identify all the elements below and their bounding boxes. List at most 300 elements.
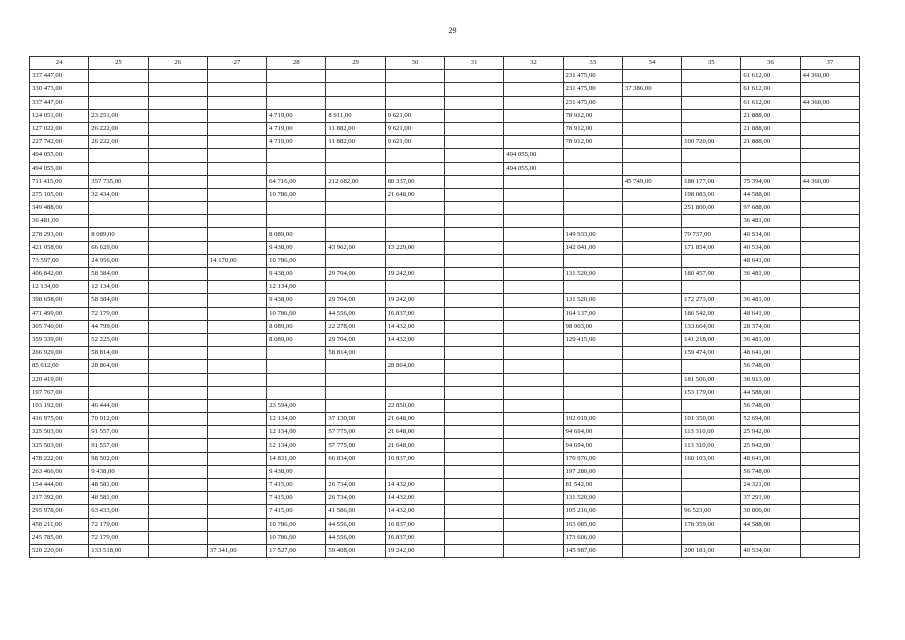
table-cell: 44 556,00 (326, 518, 385, 531)
table-cell: 14 170,00 (207, 254, 266, 267)
table-cell: 8 089,00 (267, 320, 326, 333)
table-cell: 11 882,00 (326, 122, 385, 135)
table-cell (267, 360, 326, 373)
table-cell (444, 215, 503, 228)
table-cell (148, 83, 207, 96)
table-cell: 494 055,00 (504, 149, 563, 162)
table-cell (148, 307, 207, 320)
table-cell (800, 149, 859, 162)
table-cell (207, 452, 266, 465)
table-cell (504, 188, 563, 201)
table-cell: 58 814,00 (326, 347, 385, 360)
table-row (30, 149, 860, 162)
table-cell (444, 373, 503, 386)
table-cell (207, 268, 266, 281)
table-cell (148, 202, 207, 215)
table-cell (563, 162, 622, 175)
table-cell (563, 202, 622, 215)
table-cell (622, 320, 681, 333)
column-header: 33 (563, 57, 622, 70)
table-cell: 494 055,00 (504, 162, 563, 175)
table-cell (385, 83, 444, 96)
table-cell: 36 481,00 (30, 215, 89, 228)
table-cell (504, 544, 563, 557)
table-cell (207, 307, 266, 320)
table-cell (89, 215, 148, 228)
table-row (30, 202, 860, 215)
table-cell: 129 415,00 (563, 333, 622, 346)
table-cell (148, 347, 207, 360)
table-cell (504, 465, 563, 478)
table-cell (207, 136, 266, 149)
table-cell: 142 041,00 (563, 241, 622, 254)
table-cell (682, 215, 741, 228)
table-cell (385, 465, 444, 478)
table-cell (444, 281, 503, 294)
table-cell: 170 976,00 (563, 452, 622, 465)
table-cell (207, 228, 266, 241)
table-cell: 153 179,00 (682, 386, 741, 399)
table-cell: 197 767,00 (30, 386, 89, 399)
table-cell (622, 70, 681, 83)
table-cell: 14 831,00 (267, 452, 326, 465)
column-header: 27 (207, 57, 266, 70)
table-cell: 28 374,00 (741, 320, 800, 333)
column-header: 24 (30, 57, 89, 70)
table-cell: 64 716,00 (267, 175, 326, 188)
table-cell (682, 254, 741, 267)
table-cell: 56 748,00 (741, 360, 800, 373)
table-cell (444, 518, 503, 531)
table-cell (207, 413, 266, 426)
table-cell (563, 373, 622, 386)
table-cell (682, 149, 741, 162)
table-cell: 56 748,00 (741, 465, 800, 478)
table-cell (444, 426, 503, 439)
table-cell (563, 386, 622, 399)
table-cell (444, 83, 503, 96)
table-cell (326, 399, 385, 412)
table-cell (622, 202, 681, 215)
table-cell: 188 177,00 (682, 175, 741, 188)
table-cell (326, 188, 385, 201)
table-cell (504, 294, 563, 307)
table-cell (148, 333, 207, 346)
table-row (30, 544, 860, 557)
table-row (30, 70, 860, 83)
table-cell: 23 594,00 (267, 399, 326, 412)
table-cell: 45 749,00 (622, 175, 681, 188)
table-cell: 14 432,00 (385, 492, 444, 505)
table-cell (207, 333, 266, 346)
table-cell (385, 149, 444, 162)
table-cell: 23 251,00 (89, 109, 148, 122)
table-cell (504, 122, 563, 135)
table-cell (504, 531, 563, 544)
table-cell (741, 162, 800, 175)
table-cell: 91 557,00 (89, 426, 148, 439)
table-cell (504, 83, 563, 96)
table-cell: 172 273,00 (682, 294, 741, 307)
table-cell: 4 719,00 (267, 136, 326, 149)
table-row (30, 136, 860, 149)
table-cell: 46 444,00 (89, 399, 148, 412)
table-cell (148, 426, 207, 439)
table-cell: 25 942,00 (741, 439, 800, 452)
table-cell (267, 215, 326, 228)
table-cell (385, 254, 444, 267)
table-cell: 36 481,00 (741, 268, 800, 281)
table-cell (89, 96, 148, 109)
table-cell: 305 740,00 (30, 320, 89, 333)
table-cell (800, 294, 859, 307)
table-cell: 66 629,00 (89, 241, 148, 254)
table-cell: 70 912,00 (89, 413, 148, 426)
table-cell: 8 911,00 (326, 109, 385, 122)
table-cell (622, 281, 681, 294)
table-cell (622, 386, 681, 399)
table-cell (207, 281, 266, 294)
table-cell: 12 134,00 (267, 426, 326, 439)
table-cell: 19 242,00 (385, 544, 444, 557)
table-cell (682, 465, 741, 478)
table-cell (622, 215, 681, 228)
table-cell: 94 694,00 (563, 439, 622, 452)
table-cell (800, 439, 859, 452)
table-cell: 40 534,00 (741, 228, 800, 241)
table-cell: 28 864,00 (89, 360, 148, 373)
table-cell (504, 70, 563, 83)
table-row (30, 241, 860, 254)
table-cell (148, 254, 207, 267)
table-cell (563, 281, 622, 294)
table-cell (682, 70, 741, 83)
table-cell (444, 96, 503, 109)
table-cell (444, 531, 503, 544)
table-cell: 22 278,00 (326, 320, 385, 333)
column-header: 28 (267, 57, 326, 70)
table-cell (622, 399, 681, 412)
table-cell: 7 415,00 (267, 505, 326, 518)
table-cell (385, 347, 444, 360)
table-cell (622, 96, 681, 109)
table-cell: 10 786,00 (267, 531, 326, 544)
table-cell: 29 704,00 (326, 333, 385, 346)
table-cell (148, 109, 207, 122)
table-row (30, 347, 860, 360)
table-cell (326, 215, 385, 228)
table-cell: 14 432,00 (385, 320, 444, 333)
table-cell: 113 310,00 (682, 439, 741, 452)
table-cell (207, 347, 266, 360)
table-cell (622, 347, 681, 360)
table-cell (444, 492, 503, 505)
table-cell (444, 70, 503, 83)
table-cell: 94 694,00 (563, 426, 622, 439)
table-row (30, 386, 860, 399)
table-cell: 36 481,00 (741, 215, 800, 228)
table-cell: 245 785,00 (30, 531, 89, 544)
table-cell (444, 452, 503, 465)
table-cell: 12 134,00 (267, 413, 326, 426)
table-cell: 52 694,00 (741, 413, 800, 426)
table-cell (800, 215, 859, 228)
table-cell: 416 975,00 (30, 413, 89, 426)
table-cell (563, 175, 622, 188)
table-cell (622, 136, 681, 149)
table-cell: 131 520,00 (563, 294, 622, 307)
table-row (30, 505, 860, 518)
table-cell (444, 175, 503, 188)
table-cell (622, 452, 681, 465)
table-cell: 9 621,00 (385, 122, 444, 135)
table-cell (444, 136, 503, 149)
table-cell (800, 281, 859, 294)
column-header: 34 (622, 57, 681, 70)
table-cell (148, 281, 207, 294)
table-cell: 37 341,00 (207, 544, 266, 557)
table-cell (504, 241, 563, 254)
table-cell: 275 105,00 (30, 188, 89, 201)
table-cell: 145 987,00 (563, 544, 622, 557)
table-cell (682, 492, 741, 505)
table-row (30, 175, 860, 188)
table-cell: 17 527,00 (267, 544, 326, 557)
table-cell (682, 96, 741, 109)
table-cell: 44 556,00 (326, 307, 385, 320)
table-cell: 36 481,00 (741, 294, 800, 307)
table-cell (385, 162, 444, 175)
table-cell: 66 834,00 (326, 452, 385, 465)
table-row (30, 83, 860, 96)
table-cell (385, 386, 444, 399)
table-cell (444, 149, 503, 162)
table-cell: 478 222,00 (30, 452, 89, 465)
table-cell (622, 439, 681, 452)
table-cell: 337 447,00 (30, 70, 89, 83)
table-cell (504, 399, 563, 412)
table-cell (89, 83, 148, 96)
table-cell: 75 394,00 (741, 175, 800, 188)
table-cell: 9 621,00 (385, 109, 444, 122)
table-cell: 19 242,00 (385, 268, 444, 281)
table-cell (800, 492, 859, 505)
table-cell (207, 505, 266, 518)
table-cell (800, 122, 859, 135)
table-cell (207, 83, 266, 96)
table-cell (622, 479, 681, 492)
table-cell (326, 83, 385, 96)
table-cell: 24 321,00 (741, 479, 800, 492)
table-cell: 421 058,00 (30, 241, 89, 254)
table-cell (682, 162, 741, 175)
table-cell (326, 149, 385, 162)
table-cell (800, 465, 859, 478)
table-cell: 8 089,00 (89, 228, 148, 241)
table-cell (622, 492, 681, 505)
table-cell (207, 479, 266, 492)
table-cell (148, 399, 207, 412)
table-cell (207, 202, 266, 215)
table-cell: 406 842,00 (30, 268, 89, 281)
table-cell (148, 294, 207, 307)
table-cell: 180 457,00 (682, 268, 741, 281)
table-cell: 48 581,00 (89, 479, 148, 492)
table-cell (326, 70, 385, 83)
table-cell (207, 188, 266, 201)
table-cell: 398 658,00 (30, 294, 89, 307)
table-cell (148, 241, 207, 254)
table-cell: 4 719,00 (267, 122, 326, 135)
table-cell: 325 503,00 (30, 426, 89, 439)
table-cell (504, 96, 563, 109)
table-cell: 48 581,00 (89, 492, 148, 505)
table-cell (444, 439, 503, 452)
table-cell (504, 347, 563, 360)
table-cell (504, 439, 563, 452)
table-cell: 16 837,00 (385, 518, 444, 531)
table-cell: 30 806,00 (741, 505, 800, 518)
table-row (30, 162, 860, 175)
table-cell: 9 438,00 (89, 465, 148, 478)
table-cell: 181 506,00 (682, 373, 741, 386)
table-cell: 48 641,00 (741, 307, 800, 320)
table-cell (800, 360, 859, 373)
table-cell (800, 518, 859, 531)
table-cell (444, 479, 503, 492)
table-cell (504, 518, 563, 531)
table-cell (504, 202, 563, 215)
table-cell (504, 109, 563, 122)
table-cell (504, 228, 563, 241)
table-cell: 24 956,00 (89, 254, 148, 267)
table-cell (444, 544, 503, 557)
table-cell (800, 373, 859, 386)
table-cell (385, 281, 444, 294)
table-cell: 171 854,00 (682, 241, 741, 254)
column-header: 30 (385, 57, 444, 70)
table-cell (207, 439, 266, 452)
table-cell (622, 518, 681, 531)
table-cell: 78 912,00 (563, 122, 622, 135)
table-cell: 124 051,00 (30, 109, 89, 122)
table-cell (207, 162, 266, 175)
table-cell (385, 202, 444, 215)
table-cell (148, 492, 207, 505)
table-cell (622, 360, 681, 373)
table-cell: 21 888,00 (741, 136, 800, 149)
table-cell (622, 373, 681, 386)
table-row (30, 228, 860, 241)
table-cell (207, 373, 266, 386)
table-row (30, 479, 860, 492)
table-row (30, 281, 860, 294)
table-cell (682, 360, 741, 373)
table-cell: 61 612,00 (741, 83, 800, 96)
table-cell (148, 531, 207, 544)
table-cell (504, 320, 563, 333)
table-cell (563, 360, 622, 373)
table-cell (444, 122, 503, 135)
table-cell (148, 452, 207, 465)
table-cell: 14 432,00 (385, 505, 444, 518)
table-cell (800, 241, 859, 254)
table-header-row (30, 57, 860, 70)
table-cell: 21 648,00 (385, 188, 444, 201)
table-cell: 58 384,00 (89, 268, 148, 281)
table-row (30, 333, 860, 346)
table-cell (148, 228, 207, 241)
table-cell (741, 531, 800, 544)
table-cell (444, 413, 503, 426)
table-cell: 12 134,00 (30, 281, 89, 294)
table-cell: 9 438,00 (267, 241, 326, 254)
table-cell: 40 534,00 (741, 241, 800, 254)
table-cell (444, 254, 503, 267)
table-cell (326, 281, 385, 294)
table-row (30, 518, 860, 531)
table-cell: 36 481,00 (741, 333, 800, 346)
table-cell (326, 96, 385, 109)
table-cell: 96 523,00 (682, 505, 741, 518)
table-cell (622, 333, 681, 346)
table-cell (207, 294, 266, 307)
table-cell (385, 373, 444, 386)
table-cell (622, 241, 681, 254)
table-cell (444, 386, 503, 399)
table-cell (622, 162, 681, 175)
table-cell: 12 134,00 (267, 281, 326, 294)
column-header: 36 (741, 57, 800, 70)
table-cell (800, 347, 859, 360)
table-row (30, 254, 860, 267)
table-cell (800, 544, 859, 557)
table-cell: 44 588,00 (741, 188, 800, 201)
table-cell: 72 179,00 (89, 531, 148, 544)
table-cell (504, 307, 563, 320)
table-cell (741, 281, 800, 294)
table-cell (148, 518, 207, 531)
table-cell: 9 438,00 (267, 294, 326, 307)
table-cell (800, 83, 859, 96)
table-cell: 325 503,00 (30, 439, 89, 452)
table-row (30, 452, 860, 465)
table-cell: 178 359,00 (682, 518, 741, 531)
table-cell: 41 586,00 (326, 505, 385, 518)
table-cell: 103 192,00 (30, 399, 89, 412)
table-cell (800, 505, 859, 518)
table-cell: 337 447,00 (30, 96, 89, 109)
data-table (29, 56, 860, 558)
table-cell: 21 648,00 (385, 439, 444, 452)
table-cell (444, 294, 503, 307)
table-cell (622, 413, 681, 426)
table-cell: 14 432,00 (385, 479, 444, 492)
table-cell (504, 479, 563, 492)
table-cell: 8 089,00 (267, 333, 326, 346)
table-cell (563, 188, 622, 201)
table-cell (800, 333, 859, 346)
table-cell: 21 888,00 (741, 109, 800, 122)
table-cell: 131 520,00 (563, 492, 622, 505)
table-row (30, 492, 860, 505)
table-cell (504, 254, 563, 267)
table-cell: 217 392,00 (30, 492, 89, 505)
table-cell: 7 415,00 (267, 492, 326, 505)
table-cell: 263 466,00 (30, 465, 89, 478)
table-cell (504, 215, 563, 228)
table-cell: 220 419,00 (30, 373, 89, 386)
